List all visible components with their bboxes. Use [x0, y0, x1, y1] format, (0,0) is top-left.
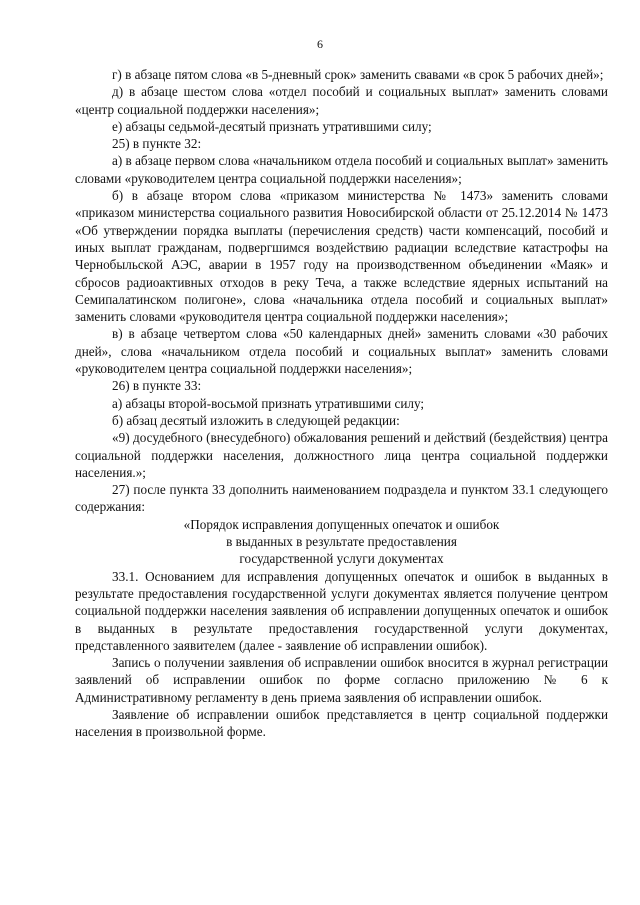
paragraph: 26) в пункте 33:	[112, 378, 202, 394]
paragraph: Запись о получении заявления об исправлении ошибок вносится в журнал регистрации заявлений об исправлении ошибок по форме согласно приложению № 6 к Административному регламенту в день приема заявления об исправлении ошибок.	[75, 655, 608, 705]
paragraph: «9) досудебного (внесудебного) обжалования решений и действий (бездействия) центра социальной поддержки населения, должностного лица центра социальной поддержки населения.»;	[75, 430, 608, 480]
page-number: 6	[317, 37, 323, 51]
paragraph: 27) после пункта 33 дополнить наименованием подраздела и пунктом 33.1 следующего содержания:	[75, 482, 608, 515]
paragraph: а) абзацы второй-восьмой признать утратившими силу;	[112, 395, 425, 411]
subsection-heading-line: в выданных в результате предоставления	[226, 534, 457, 550]
paragraph: в) в абзаце четвертом слова «50 календарных дней» заменить словами «30 рабочих дней», слова «начальником отдела пособий и социальных выплат» заменить словами «руководителем центра социальной поддержки населения»;	[75, 326, 608, 377]
paragraph: б) абзац десятый изложить в следующей редакции:	[112, 412, 400, 428]
paragraph: Заявление об исправлении ошибок представляется в центр социальной поддержки населения в произвольной форме.	[75, 706, 608, 740]
paragraph: 33.1. Основанием для исправления допущенных опечаток и ошибок в выданных в результате предоставления государственной услуги документах является получение центром социальной поддержки населения заявления об исправлении допущенных опечаток и ошибок в выданных в результате предоставления государственной услуги документах, представленного заявителем (далее - заявление об исправлении ошибок).	[75, 568, 608, 653]
subsection-heading-line: государственной услуги документах	[239, 551, 444, 567]
paragraph: е) абзацы седьмой-десятый признать утратившими силу;	[112, 118, 432, 134]
paragraph: б) в абзаце втором слова «приказом министерства № 1473» заменить словами «приказом министерства социального развития Новосибирской области от 25.12.2014 № 1473 «Об утверждении порядка выплаты (перечисления средств) части компенсаций, пособий и иных выплат гражданам, подвергшимся воздействию радиации вследствие катастрофы на Чернобыльской АЭС, аварии в 1957 году на производственном объединении «Маяк» и сбросов радиоактивных отходов в реку Теча, а также вследствие ядерных испытаний на Семипалатинском полигоне», слова «начальника отдела пособий и социальных выплат» заменить словами «руководителя центра социальной поддержки населения»;	[75, 188, 608, 325]
paragraph: д) в абзаце шестом слова «отдел пособий и социальных выплат» заменить словами «центр социальной поддержки населения»;	[75, 84, 608, 117]
paragraph: г) в абзаце пятом слова «в 5-дневный срок» заменить свавами «в срок 5 рабочих дней»;	[112, 67, 604, 82]
document-body	[75, 66, 608, 741]
paragraph: 25) в пункте 32:	[112, 136, 202, 152]
subsection-heading-line: «Порядок исправления допущенных опечаток и ошибок	[183, 516, 500, 532]
paragraph: а) в абзаце первом слова «начальником отдела пособий и социальных выплат» заменить словами «руководителем центра социальной поддержки населения»;	[75, 153, 608, 186]
